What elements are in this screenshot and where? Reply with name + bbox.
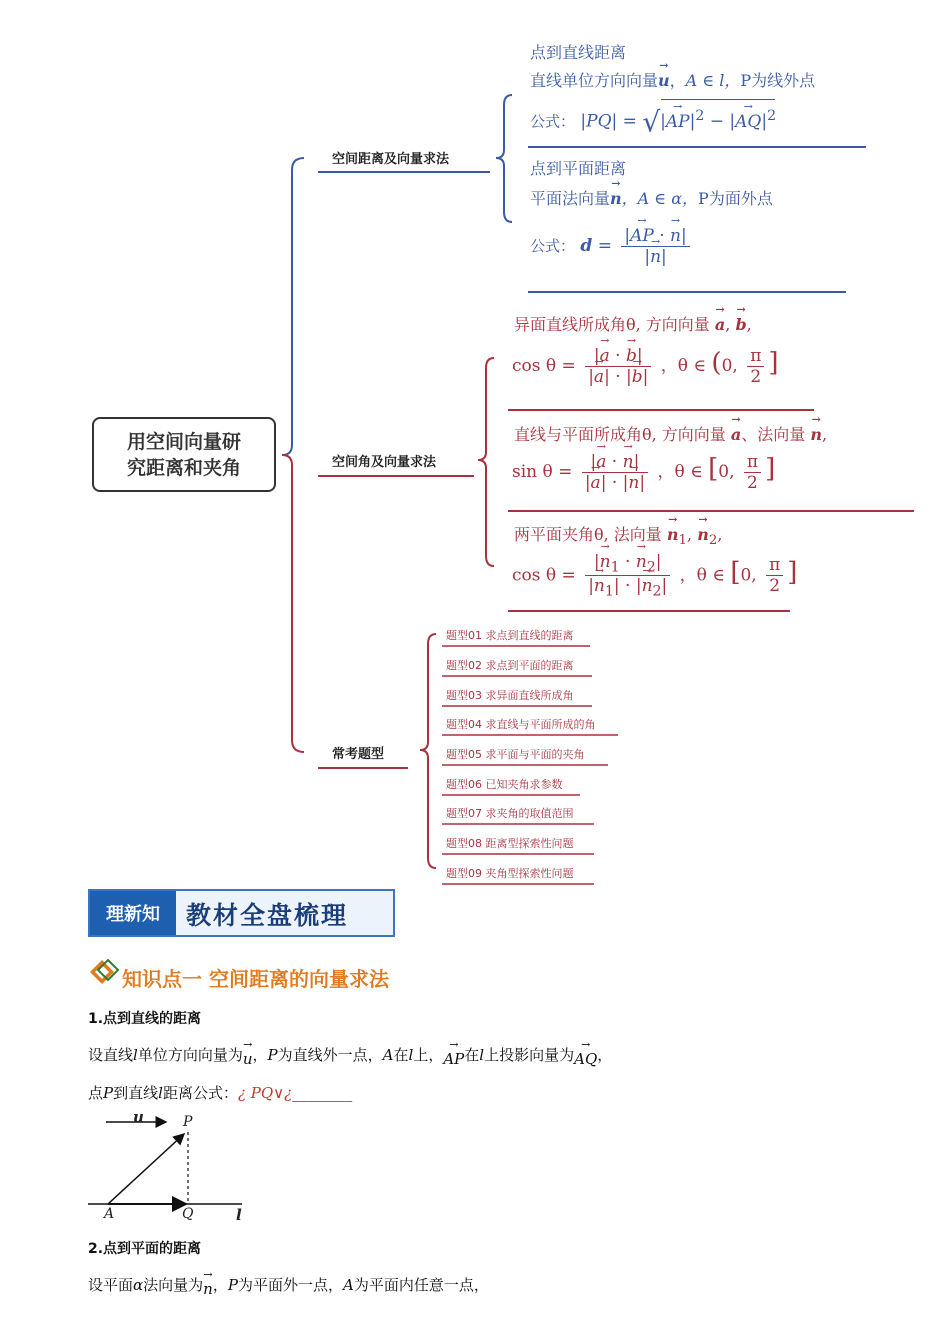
theta-in-2: ，θ ∈ [657,462,703,482]
point-line-formula: 公式： $|PQ| = √|AP \to|^2 - |AQ \to|^2$ [530,102,776,139]
formula-label-1: 公式： [530,112,576,131]
type-item[interactable]: 题型02 求点到平面的距离 [446,659,574,672]
s1-text: 上， [413,1046,444,1064]
s1-formula-garbled: ¿ PQ∨¿ [237,1084,293,1102]
s1-var-A: A [382,1046,394,1064]
s2-var-P: P [227,1276,238,1294]
s1-text: ， [597,1046,613,1064]
plane-plane-text: 两平面夹角θ, 法向量 [514,525,662,544]
s1-text: 在 [393,1046,409,1064]
mindmap-root [92,417,276,492]
s1-var-P: P [267,1046,278,1064]
s1-text: ， [252,1046,268,1064]
s1-blank[interactable]: ________ [292,1084,353,1102]
branch-types-label: 常考题型 [332,747,385,762]
type-item[interactable]: 题型07 求夹角的取值范围 [446,807,574,820]
s1-var-l: l [158,1084,163,1102]
point-plane-A-in-alpha: ，A ∈ α， [621,189,699,208]
figure-label-A: A [104,1206,115,1222]
theta-in-3: ，θ ∈ [679,565,725,586]
skew-lines-formula: cos θ = $\frac{|a \to \cdot b \to|}{|a \to| \cdot |b \to|}$ ，θ ∈ (0, $\frac{\pi}{2}$ ] [512,346,779,387]
s2-text: 设平面 [88,1276,134,1294]
section-1-line-2 [88,1082,352,1103]
point-line-comma: ， [669,71,686,90]
s1-var-l: l [133,1046,138,1064]
cos-theta-1: cos θ = [512,356,576,376]
point-line-desc-text: 直线单位方向向量 [530,71,659,90]
line-plane-normal-text: 、法向量 [741,425,806,444]
point-plane-desc-text: 平面法向量 [530,189,611,208]
s1-vec-AQ: AQ → [574,1050,597,1068]
s2-text: 为平面外一点， [237,1276,343,1294]
s1-var-l: l [408,1046,414,1064]
sin-theta: sin θ = [512,462,573,482]
point-line-P-outside: P为线外点 [740,71,816,90]
s2-var-alpha: α [133,1276,144,1294]
s1-text: 单位方向向量为 [137,1046,243,1064]
type-item[interactable]: 题型09 夹角型探索性问题 [446,867,574,880]
root-line-1: 用空间向量研 [126,430,241,453]
s1-text: 设直线 [88,1046,134,1064]
type-item[interactable]: 题型05 求平面与平面的夹角 [446,748,585,761]
s1-text: 距离公式： [162,1084,238,1102]
type-item[interactable]: 题型03 求异面直线所成角 [446,689,574,702]
vector-n: n → [610,189,622,208]
type-item[interactable]: 题型06 已知夹角求参数 [446,778,563,791]
section-1-heading: 1.点到直线的距离 [88,1011,202,1027]
type-item[interactable]: 题型04 求直线与平面所成的角 [446,718,596,731]
point-plane-desc [530,186,773,209]
type-item[interactable]: 题型08 距离型探索性问题 [446,837,574,850]
line-plane-formula: sin θ = $\frac{|a \to \cdot n \to|}{|a \to| \cdot |n \to|}$ ，θ ∈ [0, $\frac{\pi}{2}$ ] [512,452,775,493]
cos-theta-2: cos θ = [512,565,576,586]
root-line-2: 究距离和夹角 [126,456,241,479]
plane-plane-title: 两平面夹角θ, 法向量 $n \to_1$, $n \to_2$, [514,522,722,548]
type-item[interactable]: 题型01 求点到直线的距离 [446,629,574,642]
point-plane-P-outside: P为面外点 [698,189,773,208]
section-1-line-1 [88,1044,612,1068]
branch-distance-label: 空间距离及向量求法 [332,152,450,167]
point-line-desc [530,68,815,91]
s1-var-P: P [103,1084,114,1102]
section-2-line-1 [88,1274,489,1298]
line-plane-text: 直线与平面所成角θ, 方向向量 [514,425,726,444]
s1-vec-u: u → [243,1050,253,1068]
point-plane-formula: 公式： d = $\frac{|AP \to \cdot n \to|}{|n \to|}$ [530,226,694,267]
plane-plane-formula: cos θ = $\frac{|n \to_1 \cdot n \to_2|}{|n \to_1| \cdot |n \to_2|}$ ，θ ∈ [0, $\frac{\pi}{2}$ ] [512,552,797,600]
vector-u: u → [658,71,670,90]
s2-var-A: A [342,1276,354,1294]
figure-label-l: l [236,1206,242,1224]
diamond-icon [88,958,120,988]
point-plane-title: 点到平面距离 [530,159,627,178]
s1-text: 到直线 [113,1084,159,1102]
s2-text: 为平面内任意一点， [353,1276,489,1294]
banner-title: 教材全盘梳理 [186,901,349,930]
skew-lines-title: 异面直线所成角θ, 方向向量 a →, b →, [514,312,752,335]
banner-tag: 理新知 [90,891,176,935]
s1-text: 在 [464,1046,480,1064]
s2-text: 法向量为 [143,1276,204,1294]
point-line-A-in-l: A ∈ l， [685,71,741,90]
branch-angle-label: 空间角及向量求法 [332,455,437,470]
s2-vec-n: n → [203,1280,213,1298]
figure-label-Q: Q [182,1206,194,1222]
s1-text: 上投影向量为 [484,1046,575,1064]
figure-label-P: P [183,1114,193,1130]
s1-vec-AP: AP → [443,1050,464,1068]
s2-text: ， [212,1276,228,1294]
section-2-heading: 2.点到平面的距离 [88,1241,202,1257]
theta-in-1: ，θ ∈ [660,356,706,376]
line-plane-title: 直线与平面所成角θ, 方向向量 a →、法向量 n →, [514,422,827,445]
s1-var-l: l [479,1046,485,1064]
knowledge-point-title: 知识点一 空间距离的向量求法 [122,967,389,991]
s1-text: 点 [88,1084,104,1102]
formula-label-2: 公式： [530,237,576,255]
s1-text: 为直线外一点， [277,1046,383,1064]
figure-label-u: u [133,1108,144,1126]
point-line-title: 点到直线距离 [530,43,627,62]
skew-lines-text: 异面直线所成角θ, 方向向量 [514,315,710,334]
